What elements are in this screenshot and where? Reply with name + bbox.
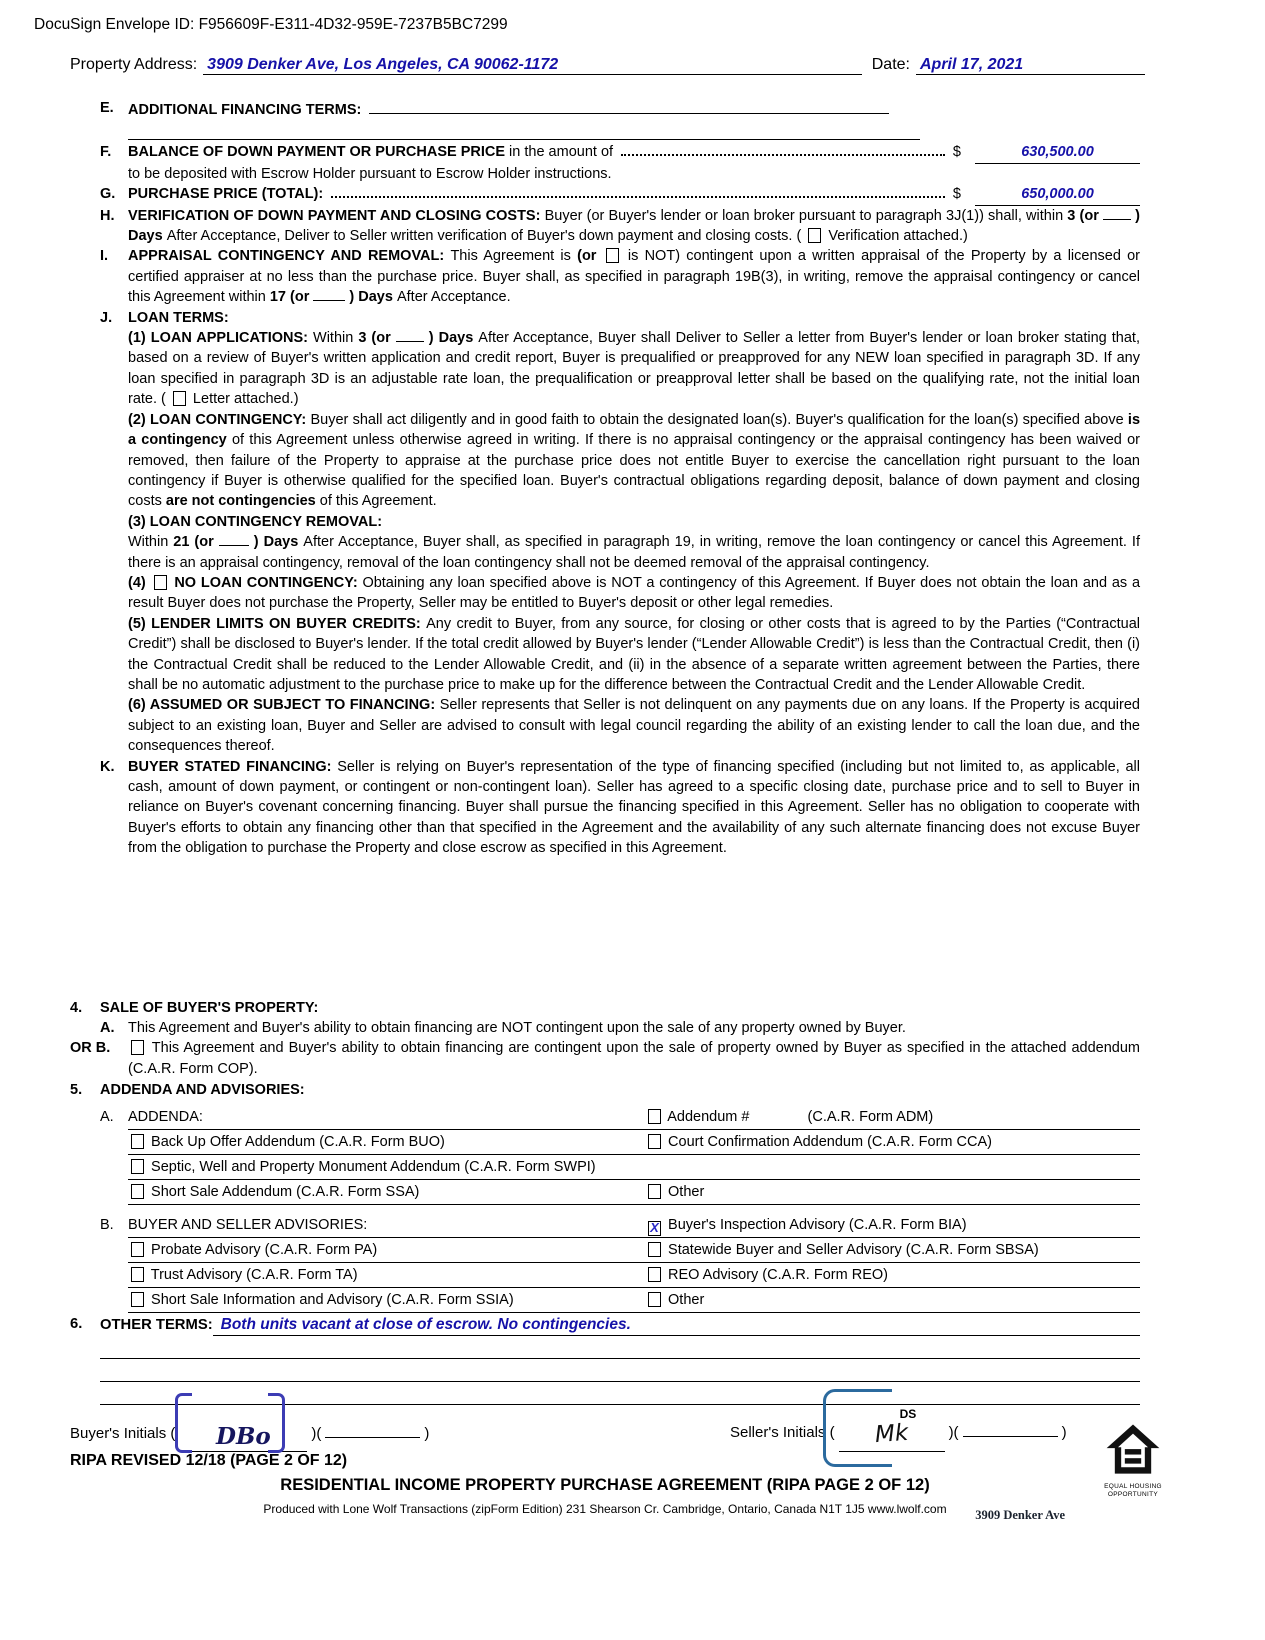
additional-financing-terms-blank[interactable] — [369, 98, 889, 114]
addenda-table-row — [100, 1288, 1140, 1313]
buyers-initials-label: Buyer's Initials ( — [70, 1425, 176, 1442]
section-e-heading: ADDITIONAL FINANCING TERMS: — [128, 102, 362, 118]
section-4-number: 4. — [70, 1000, 83, 1016]
section-i — [100, 246, 1140, 307]
section-g — [100, 184, 1140, 205]
section-4a-text: This Agreement and Buyer's ability to obtain financing are NOT contingent upon the sale of any property owned by Buyer. — [128, 1020, 906, 1037]
appraisal-days-blank[interactable] — [313, 288, 345, 301]
loan-contingency-removal-heading: (3) LOAN CONTINGENCY REMOVAL: — [128, 513, 383, 530]
court-confirmation-addendum-checkbox[interactable] — [648, 1134, 661, 1149]
addenda-cell-right: X Buyer's Inspection Advisory (C.A.R. Form BIA) — [645, 1213, 1140, 1237]
addenda-table-row — [100, 1238, 1140, 1263]
addenda-cell-left: Short Sale Information and Advisory (C.A.R. Form SSIA) — [128, 1288, 645, 1312]
addenda-cell-left — [128, 1213, 645, 1237]
eho-label-line1: EQUAL HOUSING — [1104, 1483, 1162, 1490]
septic-well-monument-addendum-checkbox[interactable] — [131, 1159, 144, 1174]
addenda-cell-right: Other — [645, 1288, 1140, 1312]
no-loan-contingency-checkbox[interactable] — [154, 575, 167, 590]
balance-of-down-payment-field[interactable] — [975, 142, 1140, 163]
section-i-label: I. — [100, 248, 109, 265]
section-k-label: K. — [100, 758, 115, 775]
addenda-group-heading: BUYER AND SELLER ADVISORIES: — [128, 1217, 368, 1233]
section-4b-text: This Agreement and Buyer's ability to obtain financing are contingent upon the sale of property owned by Buyer as specified in the attached addendum (C.A.R. Form COP). — [128, 1040, 1140, 1077]
other-terms-field[interactable] — [213, 1314, 1140, 1336]
letter-attached-checkbox[interactable] — [173, 391, 186, 406]
loan-contingency-days-blank[interactable] — [219, 533, 249, 546]
addendum-checkbox[interactable] — [648, 1109, 661, 1124]
section-f-label: F. — [100, 144, 112, 161]
back-up-offer-addendum-checkbox[interactable] — [131, 1134, 144, 1149]
section-f-title: BALANCE OF DOWN PAYMENT OR PURCHASE PRICE in the amount of — [128, 144, 614, 161]
reo-advisory-checkbox[interactable] — [648, 1267, 661, 1282]
property-address-value: 3909 Denker Ave, Los Angeles, CA 90062-1172 — [207, 56, 559, 73]
assumed-financing-paragraph: (6) ASSUMED OR SUBJECT TO FINANCING: Seller represents that Seller is not delinquent on any payments due on any loans. If the Property is acquired subject to an existing loan, Buyer and Seller are advised to consult with legal council regarding the ability of an existing lender to call the loan due, and the consequences thereof. — [128, 697, 1140, 755]
property-address-field[interactable] — [203, 56, 862, 75]
financing-terms-body — [0, 98, 1265, 859]
probate-advisory-checkbox[interactable] — [131, 1242, 144, 1257]
seller-initials-signature: Mk — [874, 1419, 910, 1449]
addenda-other-checkbox[interactable] — [648, 1184, 661, 1199]
loan-applications-paragraph: (1) LOAN APPLICATIONS: Within 3 (or ) Days After Acceptance, Buyer shall Deliver to Seller a letter from Buyer's lender or loan broker stating that, based on a review of Buyer's written application and credit report, Buyer is prequalified or preapproved for any NEW loan specified in paragraph 3D. If any loan specified in paragraph 3D is an adjustable rate loan, the prequalification or preapproval letter shall be based on the qualifying rate, not the initial loan rate. ( Letter attached.) — [128, 330, 1140, 408]
dollar-sign: $ — [952, 186, 961, 203]
loan-application-days-blank[interactable] — [396, 329, 424, 342]
ruled-blank-line[interactable] — [100, 1336, 1140, 1359]
section-g-title: PURCHASE PRICE (TOTAL): — [128, 186, 324, 203]
addenda-row-label — [100, 1288, 128, 1313]
addenda-table-row — [100, 1105, 1140, 1130]
page-footer — [0, 1452, 1265, 1522]
sellers-initials-label: Seller's Initials ( — [730, 1424, 835, 1441]
form-revision: RIPA REVISED 12/18 (PAGE 2 OF 12) — [70, 1452, 348, 1469]
spacer — [754, 1120, 804, 1121]
section-f-line2: to be deposited with Escrow Holder pursuant to Escrow Holder instructions. — [128, 165, 612, 182]
addenda-row-label: A. — [100, 1109, 114, 1125]
section-f — [100, 142, 1140, 184]
section-h — [100, 206, 1140, 247]
loan-contingency-paragraph: (2) LOAN CONTINGENCY: Buyer shall act diligently and in good faith to obtain the designated loan(s). Buyer's qualification for the loan(s) specified above is a contingency of this Agreement unless otherwise agreed in writing. If there is no appraisal contingency or the appraisal contingency has been waived or removed, then failure of the Property to appraise at the purchase price does not entitle Buyer to exercise the cancellation right pursuant to the loan contingency if Buyer is otherwise qualified for the specified loan. Buyer's contractual obligations regarding deposit, balance of down payment and closing costs are not contingencies of this Agreement. — [128, 411, 1141, 510]
addenda-row-label — [100, 1238, 128, 1263]
initials-separator: )( — [311, 1425, 322, 1442]
seller-initials-2-blank[interactable] — [963, 1422, 1058, 1437]
ruled-blank-line[interactable] — [100, 1359, 1140, 1382]
docusign-envelope-id: DocuSign Envelope ID: F956609F-E311-4D32-959E-7237B5BC7299 — [34, 16, 508, 33]
section-j — [100, 308, 1140, 757]
equal-housing-logo — [1099, 1422, 1167, 1498]
dotted-leader — [621, 142, 945, 156]
lender-limits-paragraph: (5) LENDER LIMITS ON BUYER CREDITS: Any credit to Buyer, from any source, for closing or other costs that is agreed to by the Parties (“Contractual Credit”) shall be disclosed to Buyer's lender. If the total credit allowed by Buyer's lender (“Lender Allowable Credit”) is less than the Contractual Credit, then (i) the Contractual Credit shall be reduced to the Lender Allowable Credit, and (ii) in the absence of a separate written agreement between the Parties, there shall be no automatic adjustment to the purchase price to make up for the difference between the Contractual Credit and the Lender Allowable Credit. — [128, 615, 1140, 693]
date-field[interactable] — [916, 56, 1145, 75]
other-terms-heading: OTHER TERMS: — [100, 1317, 213, 1333]
footer-property-tag: 3909 Denker Ave — [975, 1508, 1065, 1522]
addenda-cell-right: Statewide Buyer and Seller Advisory (C.A.R. Form SBSA) — [645, 1238, 1140, 1262]
buyer-initials-signature: DBo — [216, 1423, 271, 1450]
equal-housing-house-icon — [1103, 1422, 1163, 1478]
buyers-initials-group — [70, 1417, 429, 1452]
addenda-cell: Septic, Well and Property Monument Addendum (C.A.R. Form SWPI) — [128, 1155, 1140, 1179]
addenda-table-row — [100, 1263, 1140, 1288]
loan-contingency-removal-paragraph: Within 21 (or ) Days After Acceptance, Buyer shall, as specified in paragraph 19, in writing, remove the loan contingency or cancel this Agreement. If there is an appraisal contingency, removal of the loan contingency shall not be deemed removal of the appraisal contingency. — [128, 534, 1140, 571]
additional-financing-terms-blank-2[interactable] — [128, 120, 920, 140]
addenda-table-row — [100, 1180, 1140, 1205]
addenda-cell-left: Probate Advisory (C.A.R. Form PA) — [128, 1238, 645, 1262]
addenda-group-heading: ADDENDA: — [128, 1109, 203, 1125]
addenda-cell-left: Short Sale Addendum (C.A.R. Form SSA) — [128, 1180, 645, 1204]
sale-of-buyers-property-checkbox[interactable] — [131, 1040, 144, 1055]
buyer-initials-2-blank[interactable] — [325, 1423, 420, 1438]
section-e-label: E. — [100, 100, 114, 116]
short-sale-addendum-checkbox[interactable] — [131, 1184, 144, 1199]
initials-close-paren: ) — [1061, 1424, 1067, 1441]
addenda-cell-left — [128, 1105, 645, 1129]
section-4-heading: SALE OF BUYER'S PROPERTY: — [100, 1000, 319, 1016]
section-4a-label: A. — [100, 1020, 115, 1037]
initials-separator: )( — [948, 1424, 959, 1441]
sellers-initials-group — [730, 1407, 1067, 1452]
addenda-cell-left: Trust Advisory (C.A.R. Form TA) — [128, 1263, 645, 1287]
section-4b-label: OR B. — [70, 1040, 111, 1057]
balance-of-down-payment-value: 630,500.00 — [1021, 144, 1094, 161]
appraisal-not-contingent-checkbox[interactable] — [606, 248, 619, 263]
verification-days-blank[interactable] — [1103, 207, 1131, 220]
initials-close-paren: ) — [424, 1425, 430, 1442]
section-h-text: VERIFICATION OF DOWN PAYMENT AND CLOSING COSTS: Buyer (or Buyer's lender or loan broker pursuant to paragraph 3J(1)) shall, within 3 (or ) Days After Acceptance, Deliver to Seller written verification of Buyer's down payment and closing costs. ( Verification attached.) — [128, 207, 1141, 245]
addenda-advisories-table — [100, 1105, 1140, 1313]
buyers-inspection-advisory-checkbox[interactable]: X — [648, 1221, 661, 1236]
date-label: Date: — [871, 56, 910, 73]
property-address-label: Property Address: — [70, 56, 198, 73]
section-e — [100, 98, 1140, 142]
addenda-table-row — [100, 1213, 1140, 1238]
addenda-cell-left: Back Up Offer Addendum (C.A.R. Form BUO) — [128, 1130, 645, 1154]
purchase-price-value: 650,000.00 — [1021, 186, 1094, 203]
addenda-row-label — [100, 1155, 128, 1180]
section-k — [100, 757, 1140, 859]
section-6-number: 6. — [70, 1316, 83, 1332]
date-value: April 17, 2021 — [920, 56, 1024, 73]
no-loan-contingency-paragraph: (4) NO LOAN CONTINGENCY: Obtaining any loan specified above is NOT a contingency of this Agreement. If Buyer does not obtain the loan and as a result Buyer does not purchase the Property, Seller may be entitled to Buyer's deposit or other legal remedies. — [128, 574, 1141, 612]
section-i-text: APPRAISAL CONTINGENCY AND REMOVAL: This Agreement is (or is NOT) contingent upon a written appraisal of the Property by a licensed or certified appraiser at no less than the purchase price. Buyer shall, as specified in paragraph 19B(3), in writing, remove the appraisal contingency or cancel this Agreement within 17 (or ) Days After Acceptance. — [128, 248, 1141, 306]
docusign-ds-tag: DS — [899, 1407, 917, 1421]
dollar-sign: $ — [952, 144, 961, 161]
short-sale-information-advisory-checkbox[interactable] — [131, 1292, 144, 1307]
addenda-row-label — [100, 1180, 128, 1205]
addenda-cell-right: REO Advisory (C.A.R. Form REO) — [645, 1263, 1140, 1287]
addenda-cell-right: Court Confirmation Addendum (C.A.R. Form CCA) — [645, 1130, 1140, 1154]
addenda-cell-right: Addendum # (C.A.R. Form ADM) — [645, 1105, 1140, 1129]
trust-advisory-checkbox[interactable] — [131, 1267, 144, 1282]
verification-attached-checkbox[interactable] — [808, 228, 821, 243]
section-5-heading: ADDENDA AND ADVISORIES: — [100, 1082, 305, 1098]
statewide-buyer-seller-advisory-checkbox[interactable] — [648, 1242, 661, 1257]
property-address-row — [70, 56, 1145, 75]
sellers-initials-field[interactable] — [839, 1407, 945, 1452]
section-4 — [0, 998, 1265, 1079]
addenda-row-label — [100, 1263, 128, 1288]
addenda-row-label: B. — [100, 1217, 114, 1233]
addenda-cell-right: Other — [645, 1180, 1140, 1204]
addenda-table-row — [100, 1155, 1140, 1180]
section-5 — [0, 1080, 1265, 1313]
produced-with-line: Produced with Lone Wolf Transactions (zipForm Edition) 231 Shearson Cr. Cambridge, Ontario, Canada N1T 1J5 www.lwolf.com — [263, 1502, 947, 1516]
section-g-label: G. — [100, 186, 116, 203]
purchase-price-field[interactable] — [975, 184, 1140, 205]
form-title: RESIDENTIAL INCOME PROPERTY PURCHASE AGREEMENT (RIPA PAGE 2 OF 12) — [280, 1476, 930, 1494]
section-j-heading: LOAN TERMS: — [128, 309, 229, 326]
addenda-row-label — [100, 1130, 128, 1155]
section-j-label: J. — [100, 309, 113, 326]
addenda-table-row — [100, 1130, 1140, 1155]
buyers-initials-field[interactable] — [179, 1417, 307, 1452]
section-h-label: H. — [100, 207, 115, 224]
section-k-text: BUYER STATED FINANCING: Seller is relying on Buyer's representation of the type of financing specified (including but not limited to, as applicable, all cash, amount of down payment, or contingent or non-contingent loan). Seller has agreed to a specific closing date, purchase price and to sell to Buyer in reliance on Buyer's covenant concerning financing. Buyer shall pursue the financing specified in this Agreement. Seller has no obligation to cooperate with Buyer's efforts to obtain any financing other than that specified in the Agreement and the availability of any such alternate financing does not excuse Buyer from the obligation to purchase the Property and close escrow as specified in this Agreement. — [128, 758, 1140, 857]
dotted-leader — [331, 184, 945, 198]
eho-label-line2: OPPORTUNITY — [1107, 1490, 1159, 1498]
advisories-other-checkbox[interactable] — [648, 1292, 661, 1307]
section-5-number: 5. — [70, 1082, 83, 1098]
other-terms-value: Both units vacant at close of escrow. No contingencies. — [220, 1316, 631, 1333]
